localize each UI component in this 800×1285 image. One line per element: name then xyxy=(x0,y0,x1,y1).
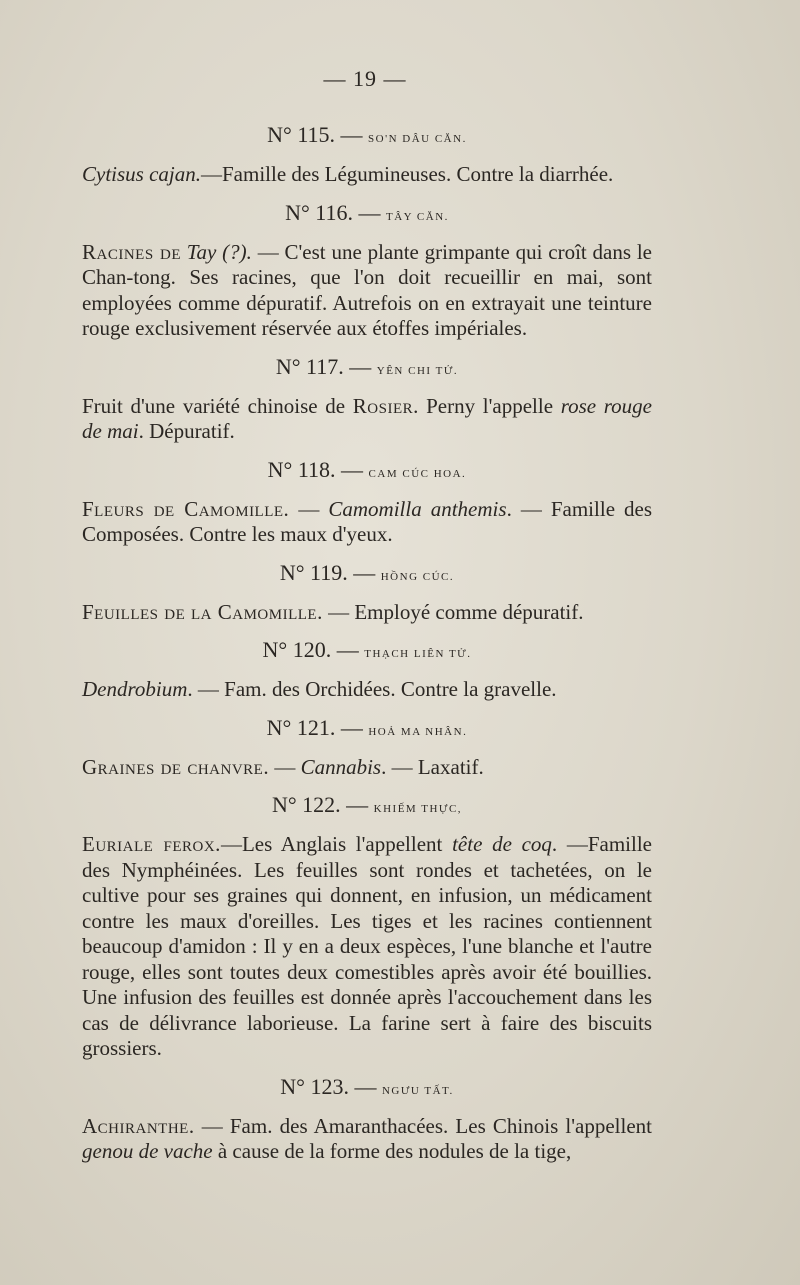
entry-heading xyxy=(82,1072,652,1106)
vietnamese-name: NGƯU TẤT. xyxy=(381,1084,454,1097)
vietnamese-name: THẠCH LIÊN TỬ. xyxy=(364,648,472,660)
entry-number: N° 116. xyxy=(285,199,353,225)
plant-name: Rosier xyxy=(352,393,414,418)
description: —Famille des Légumineuses. Contre la diarrhée. xyxy=(201,162,614,186)
common-name: Fleurs de Camomille. xyxy=(82,496,290,521)
description: . —Famille des Nymphéinées. Les feuilles sont rondes et tachetées, on le cultive pour ses graines qui donnent, en infusion, un médicament contre les maux d'oreilles. Les tiges et les racines contiennent beaucoup d'amidon : Il y en a deux espèces, l'une blanche et l'autre rouge, elles sont toutes deux comestibles après avoir été bouillies. Une infusion des feuilles est donnée après l'accouchement dans les cas de délivrance laborieuse. La farine sert à faire des biscuits grossiers. xyxy=(82,832,653,1060)
description: — Fam. des Amaranthacées. Les Chinois l'appellent xyxy=(194,1113,652,1138)
heading-dash: — xyxy=(354,1073,377,1099)
vietnamese-name: KHIẾM THỰC, xyxy=(373,803,463,815)
entry-number: N° 120. xyxy=(262,637,332,662)
description: —Les Anglais l'appellent xyxy=(220,832,453,856)
heading-dash: — xyxy=(341,456,364,482)
entry-number: N° 122. xyxy=(271,792,341,817)
heading-dash: — xyxy=(346,792,369,817)
entry-heading xyxy=(82,713,652,747)
common-name: Feuilles de la Camomille. xyxy=(82,599,323,624)
italic-name: rose rouge de mai xyxy=(82,393,652,443)
common-name: Achiranthe. xyxy=(82,1113,195,1138)
entry-heading xyxy=(82,352,652,386)
latin-name: Dendrobium xyxy=(82,677,188,701)
vietnamese-name: SO'N DÂU CĂN. xyxy=(368,133,467,145)
page-number: — 19 — xyxy=(323,66,407,91)
entry-number: N° 121. xyxy=(266,714,336,740)
description: — Employé comme dépuratif. xyxy=(322,599,584,624)
description: . Perny l'appelle xyxy=(413,393,561,418)
latin-name: Cannabis xyxy=(300,754,382,779)
description: — C'est une plante grimpante qui croît dans le Chan-tong. Ses racines, que l'on doit recueillir en mai, sont employées comme dépuratif. Autrefois on en extrayait une teinture rouge exclusivement réservée aux étoffes impériales. xyxy=(82,239,653,340)
vietnamese-name: TÂY CĂN. xyxy=(385,210,449,223)
description: à cause de la forme des nodules de la tige, xyxy=(212,1139,572,1163)
description: . — Fam. des Orchidées. Contre la gravelle. xyxy=(187,677,557,701)
entry-number: N° 115. xyxy=(267,122,336,147)
heading-dash: — xyxy=(340,714,363,740)
entry-heading xyxy=(82,198,652,232)
entry-text xyxy=(82,677,652,703)
entry-number: N° 119. xyxy=(279,559,348,585)
entry-text xyxy=(82,240,652,342)
entry-text xyxy=(82,832,652,1062)
heading-dash: — xyxy=(353,559,376,585)
common-name: Euriale ferox. xyxy=(82,832,221,856)
entry-heading xyxy=(82,790,652,824)
entry-text xyxy=(82,755,652,781)
vietnamese-name: HỒNG CÚC. xyxy=(380,570,455,583)
heading-dash: — xyxy=(336,637,359,662)
entry-heading xyxy=(82,635,652,669)
entry-text xyxy=(82,162,652,188)
entry-number: N° 117. xyxy=(275,353,344,379)
entry-text xyxy=(82,1114,652,1165)
italic-name: genou de vache xyxy=(82,1139,213,1163)
vietnamese-name: YÊN CHI TỬ. xyxy=(376,364,459,377)
entry-heading xyxy=(82,558,652,592)
common-name: Racines de xyxy=(82,239,181,264)
entry-text xyxy=(82,497,652,548)
entry-text xyxy=(82,394,652,445)
vietnamese-name: HOẢ MA NHÂN. xyxy=(368,725,468,738)
latin-name: Camomilla anthemis xyxy=(328,496,507,521)
italic-name: tête de coq xyxy=(452,832,552,856)
latin-name: Cytisus cajan. xyxy=(82,162,201,186)
heading-dash: — xyxy=(349,353,372,379)
description: Fruit d'une variété chinoise de xyxy=(82,393,353,418)
description: . — Laxatif. xyxy=(381,754,484,779)
description: . Dépuratif. xyxy=(138,419,235,443)
description: — xyxy=(289,496,329,521)
entry-number: N° 118. xyxy=(267,456,336,482)
heading-dash: — xyxy=(358,199,381,225)
description: — xyxy=(269,754,301,779)
entry-text xyxy=(82,600,652,626)
heading-dash: — xyxy=(340,122,363,147)
vietnamese-name: CAM CÚC HOA. xyxy=(368,467,467,480)
entry-heading xyxy=(82,455,652,489)
common-name: Graines de chanvre. xyxy=(82,754,270,779)
entry-number: N° 123. xyxy=(280,1073,349,1099)
page-body xyxy=(82,120,652,1175)
entry-heading xyxy=(82,120,652,154)
description: . — Famille des Composées. Contre les maux d'yeux. xyxy=(82,496,653,546)
latin-name: Tay (?). xyxy=(180,239,252,264)
